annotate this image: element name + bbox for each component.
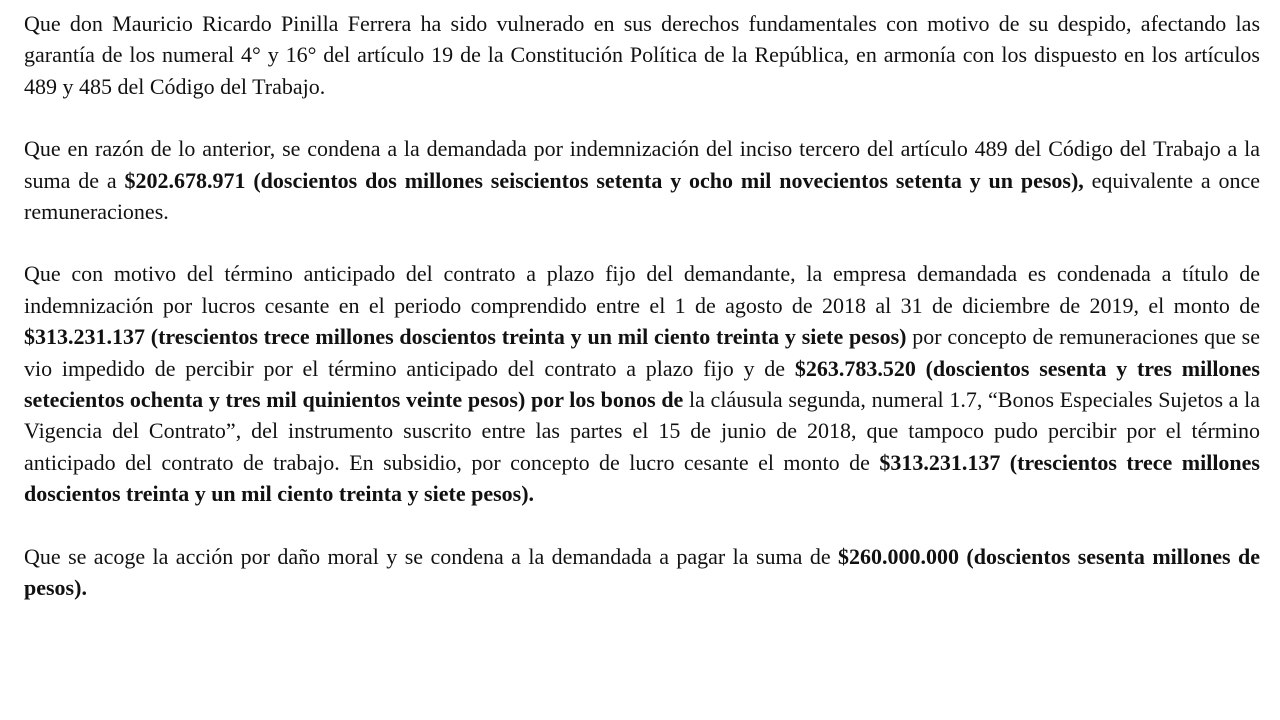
amount-bold-segment: $313.231.137 (trescientos trece millones doscientos treinta y un mil ciento treinta y siete pesos) (24, 324, 907, 350)
paragraph-indemnization-489 (24, 133, 1260, 227)
text-segment: Que en razón de lo anterior, se condena a la demandada por indemnización del inciso tercero del artículo 489 del Código del Trabajo a la suma de a (24, 136, 1260, 193)
text-segment: Que don Mauricio Ricardo Pinilla Ferrera ha sido vulnerado en sus derechos fundamentales con motivo de su despido, afectando las garantía de los numeral 4° y 16° del artículo 19 de la Constitución Política de la República, en armonía con los dispuesto en los artículos 489 y 485 del Código del Trabajo. (24, 11, 1260, 99)
paragraph-moral-damage (24, 541, 1260, 604)
text-segment: por concepto de remuneraciones que se vio impedido de percibir por el término anticipado del contrato a plazo fijo y de (24, 324, 1260, 381)
paragraph-lost-profits (24, 258, 1260, 509)
text-segment: equivalente a once remuneraciones. (24, 167, 1261, 225)
amount-bold-segment: $313.231.137 (trescientos trece millones doscientos treinta y un mil ciento treinta y siete pesos). (24, 449, 1260, 507)
amount-bold-segment: $260.000.000 (doscientos sesenta millones de pesos). (24, 543, 1260, 601)
text-segment: la cláusula segunda, numeral 1.7, “Bonos Especiales Sujetos a la Vigencia del Contrato”, del instrumento suscrito entre las partes el 15 de junio de 2018, que tampoco pudo percibir por el término anticipado del contrato de trabajo. En subsidio, por concepto de lucro cesante el monto de (24, 387, 1261, 475)
paragraph-dismissal-violation (24, 8, 1260, 102)
text-segment: Que se acoge la acción por daño moral y se condena a la demandada a pagar la suma de (24, 543, 838, 569)
text-segment: Que con motivo del término anticipado del contrato a plazo fijo del demandante, la empresa demandada es condenada a título de indemnización por lucros cesante en el periodo comprendido entre el 1 de agosto de 2018 al 31 de diciembre de 2019, el monto de (24, 261, 1260, 318)
amount-bold-segment: $263.783.520 (doscientos sesenta y tres millones setecientos ochenta y tres mil quinientos veinte pesos) por los bonos de (24, 355, 1260, 413)
amount-bold-segment: $202.678.971 (doscientos dos millones seiscientos setenta y ocho mil novecientos setenta y un pesos), (124, 167, 1084, 193)
